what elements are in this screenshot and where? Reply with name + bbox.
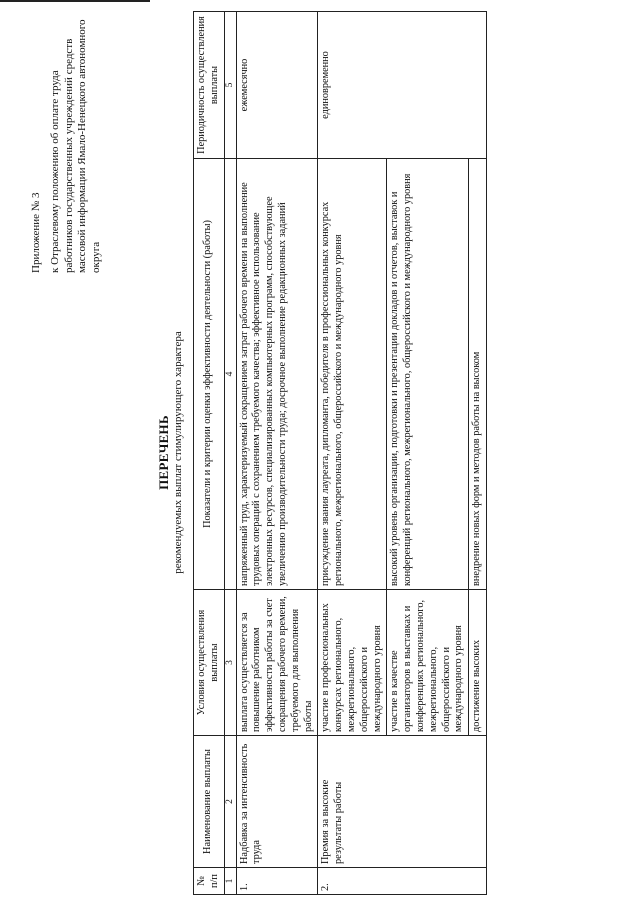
header-num: № п/п: [194, 868, 225, 895]
payments-table: [193, 11, 487, 895]
appendix-block: [30, 15, 103, 273]
payment-condition: достижение высоких: [469, 590, 487, 736]
row-number: 2.: [318, 868, 487, 895]
column-number-row: [224, 12, 236, 895]
column-number: 5: [224, 12, 236, 159]
appendix-number: Приложение № 3: [30, 192, 42, 273]
payment-criteria: напряженный труд, характеризуемый сокращением затрат рабочего времени на выполнение трудовых операций с сохранением требуемого качества; эффективное использование электронных ресурсов, специализированных компьютерных программ, способствующее увеличению производительности труда; досрочное выполнение редакционных заданий: [236, 159, 318, 590]
appendix-text: к Отраслевому положению об оплате труда работников государственных учреждений средств массовой информации Ямало-Ненецкого автономного округа: [49, 19, 102, 273]
row-number: 1.: [236, 868, 318, 895]
column-number: 3: [224, 590, 236, 736]
header-name: Наименование выплаты: [194, 736, 225, 868]
payment-periodicity: единовременно: [318, 12, 487, 159]
column-number: 1: [224, 868, 236, 895]
payment-periodicity: ежемесячно: [236, 12, 318, 159]
payment-name: Надбавка за интенсивность труда: [236, 736, 318, 868]
header-periodicity: Периодичность осуществления выплаты: [194, 12, 225, 159]
payment-criteria: внедрение новых форм и методов работы на высоком: [469, 159, 487, 590]
payment-condition: выплата осуществляется за повышение работником эффективности работы за счет сокращения рабочего времени, требуемого для выполнения работы: [236, 590, 318, 736]
table-header-row: [194, 12, 225, 895]
document-title: ПЕРЕЧЕНЬ: [156, 415, 171, 490]
column-number: 2: [224, 736, 236, 868]
payment-criteria: присуждение звания лауреата, дипломанта, победителя в профессиональных конкурсах регионального, межрегионального, общероссийского и международного уровня: [318, 159, 387, 590]
document-subtitle: рекомендуемых выплат стимулирующего характера: [172, 331, 184, 574]
header-conditions: Условия осуществления выплаты: [194, 590, 225, 736]
table-row: [318, 12, 387, 895]
payment-condition: участие в качестве организаторов в выставках и конференциях регионального, межрегионального, общероссийского и международного уровня: [387, 590, 469, 736]
header-criteria: Показатели и критерии оценки эффективности деятельности (работы): [194, 159, 225, 590]
table-row: [236, 12, 318, 895]
column-number: 4: [224, 159, 236, 590]
payment-condition: участие в профессиональных конкурсах регионального, межрегионального, общероссийского и международного уровня: [318, 590, 387, 736]
payment-name: Премия за высокие результаты работы: [318, 736, 487, 868]
payment-criteria: высокий уровень организации, подготовки и презентации докладов и отчетов, выставок и конференций регионального, межрегионального, общероссийского и международного уровня: [387, 159, 469, 590]
